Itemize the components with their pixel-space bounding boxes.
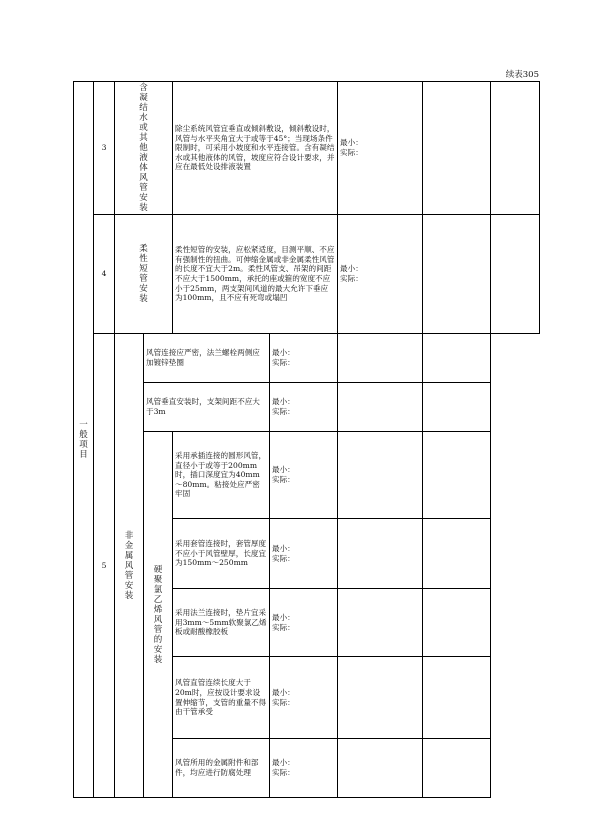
blank-cell — [423, 589, 491, 657]
measurement-cell — [270, 519, 338, 589]
requirement-text: 除尘系统风管宜垂直或倾斜敷设，倾斜敷设时，风管与水平夹角宜大于或等于45°；当现场条件限制时，可采用小坡度和水平连接管。含有凝结水或其他液体的风管，坡度应符合设计要求，并应在最低处设排液装置 — [173, 82, 338, 215]
min-label: 最小： — [272, 758, 295, 768]
min-label: 最小： — [340, 264, 363, 274]
actual-label: 实际： — [272, 622, 295, 632]
measurement-cell — [270, 334, 338, 383]
table-row — [74, 215, 540, 334]
continuation-label: 续表305 — [505, 70, 539, 80]
blank-cell — [423, 82, 491, 215]
measurement-cell — [338, 215, 423, 334]
actual-label: 实际： — [272, 358, 295, 367]
measurement-cell — [270, 739, 338, 798]
actual-label: 实际： — [272, 697, 295, 707]
item-name-cell — [115, 215, 173, 334]
sub-item-name-cell — [144, 432, 173, 798]
requirement-text: 风管直管连续长度大于20m时，应按设计要求设置伸缩节，支管的重量不得由干管承受 — [173, 657, 270, 739]
item-name: 含凝结水或其他液体风管安装 — [139, 83, 148, 213]
min-label: 最小： — [340, 138, 363, 148]
actual-label: 实际： — [272, 768, 295, 777]
min-label: 最小： — [272, 543, 295, 553]
blank-cell — [423, 215, 491, 334]
requirement-text: 风管所用的金属附件和部件，均应进行防腐处理 — [173, 739, 270, 798]
blank-cell — [491, 82, 540, 215]
min-label: 最小： — [272, 397, 295, 407]
blank-cell — [338, 519, 423, 589]
actual-label: 实际： — [272, 553, 295, 563]
requirement-text: 风管垂直安装时，支架间距不应大于3m — [144, 383, 270, 432]
blank-cell — [423, 739, 491, 798]
item-name-cell — [115, 334, 144, 798]
item-number: 4 — [94, 215, 115, 334]
item-name-cell — [115, 82, 173, 215]
blank-cell — [423, 432, 491, 519]
table-row — [74, 383, 540, 432]
table-row — [74, 334, 540, 383]
measurement-cell — [270, 383, 338, 432]
measurement-cell — [270, 657, 338, 739]
requirement-text: 采用套管连接时，套管厚度不应小于风管壁厚，长度宜为150mm～250mm — [173, 519, 270, 589]
measurement-cell — [270, 589, 338, 657]
requirement-text: 风管连接应严密，法兰螺栓两侧应加镀锌垫圈 — [144, 334, 270, 383]
min-label: 最小： — [272, 465, 295, 475]
actual-label: 实际： — [272, 475, 295, 484]
blank-cell — [338, 589, 423, 657]
min-label: 最小： — [272, 612, 295, 622]
actual-label: 实际： — [272, 407, 295, 416]
blank-cell — [338, 432, 423, 519]
item-name: 柔性短管安装 — [139, 244, 148, 304]
blank-cell — [423, 519, 491, 589]
min-label: 最小： — [272, 687, 295, 697]
blank-cell — [338, 739, 423, 798]
min-label: 最小： — [272, 348, 295, 358]
blank-cell — [423, 657, 491, 739]
requirement-text: 采用法兰连接时，垫片宜采用3mm～5mm软聚氯乙烯板或耐酸橡胶板 — [173, 589, 270, 657]
measurement-cell — [338, 82, 423, 215]
item-number: 3 — [94, 82, 115, 215]
category-label: 一般项目 — [79, 419, 88, 460]
measurement-cell — [270, 432, 338, 519]
blank-cell — [423, 334, 491, 383]
blank-cell — [423, 383, 491, 432]
blank-cell — [338, 334, 423, 383]
blank-cell — [491, 215, 540, 334]
blank-cell — [338, 657, 423, 739]
blank-cell — [338, 383, 423, 432]
table-row — [74, 432, 540, 519]
actual-label: 实际： — [340, 148, 363, 157]
inspection-table — [73, 81, 540, 798]
actual-label: 实际： — [340, 274, 363, 283]
table-row — [74, 82, 540, 215]
item-name: 非金属风管安装 — [124, 530, 134, 601]
category-cell — [74, 82, 94, 798]
requirement-text: 采用承插连接的圆形风管，直径小于或等于200mm时，插口深度宜为40mm～80mm。粘接处应严密牢固 — [173, 432, 270, 519]
sub-item-name: 硬聚氯乙烯风管的安装 — [153, 564, 163, 665]
item-number: 5 — [94, 334, 115, 798]
requirement-text: 柔性短管的安装，应松紧适度，目测平顺、不应有强制性的扭曲。可伸缩金属或非金属柔性风管的长度不宜大于2m。柔性风管支、吊架的间距不应大于1500mm，承托的座或箍的宽度不应小于25mm，两支架间风道的最大允许下垂应为100mm，且不应有死弯或塌凹 — [173, 215, 338, 334]
